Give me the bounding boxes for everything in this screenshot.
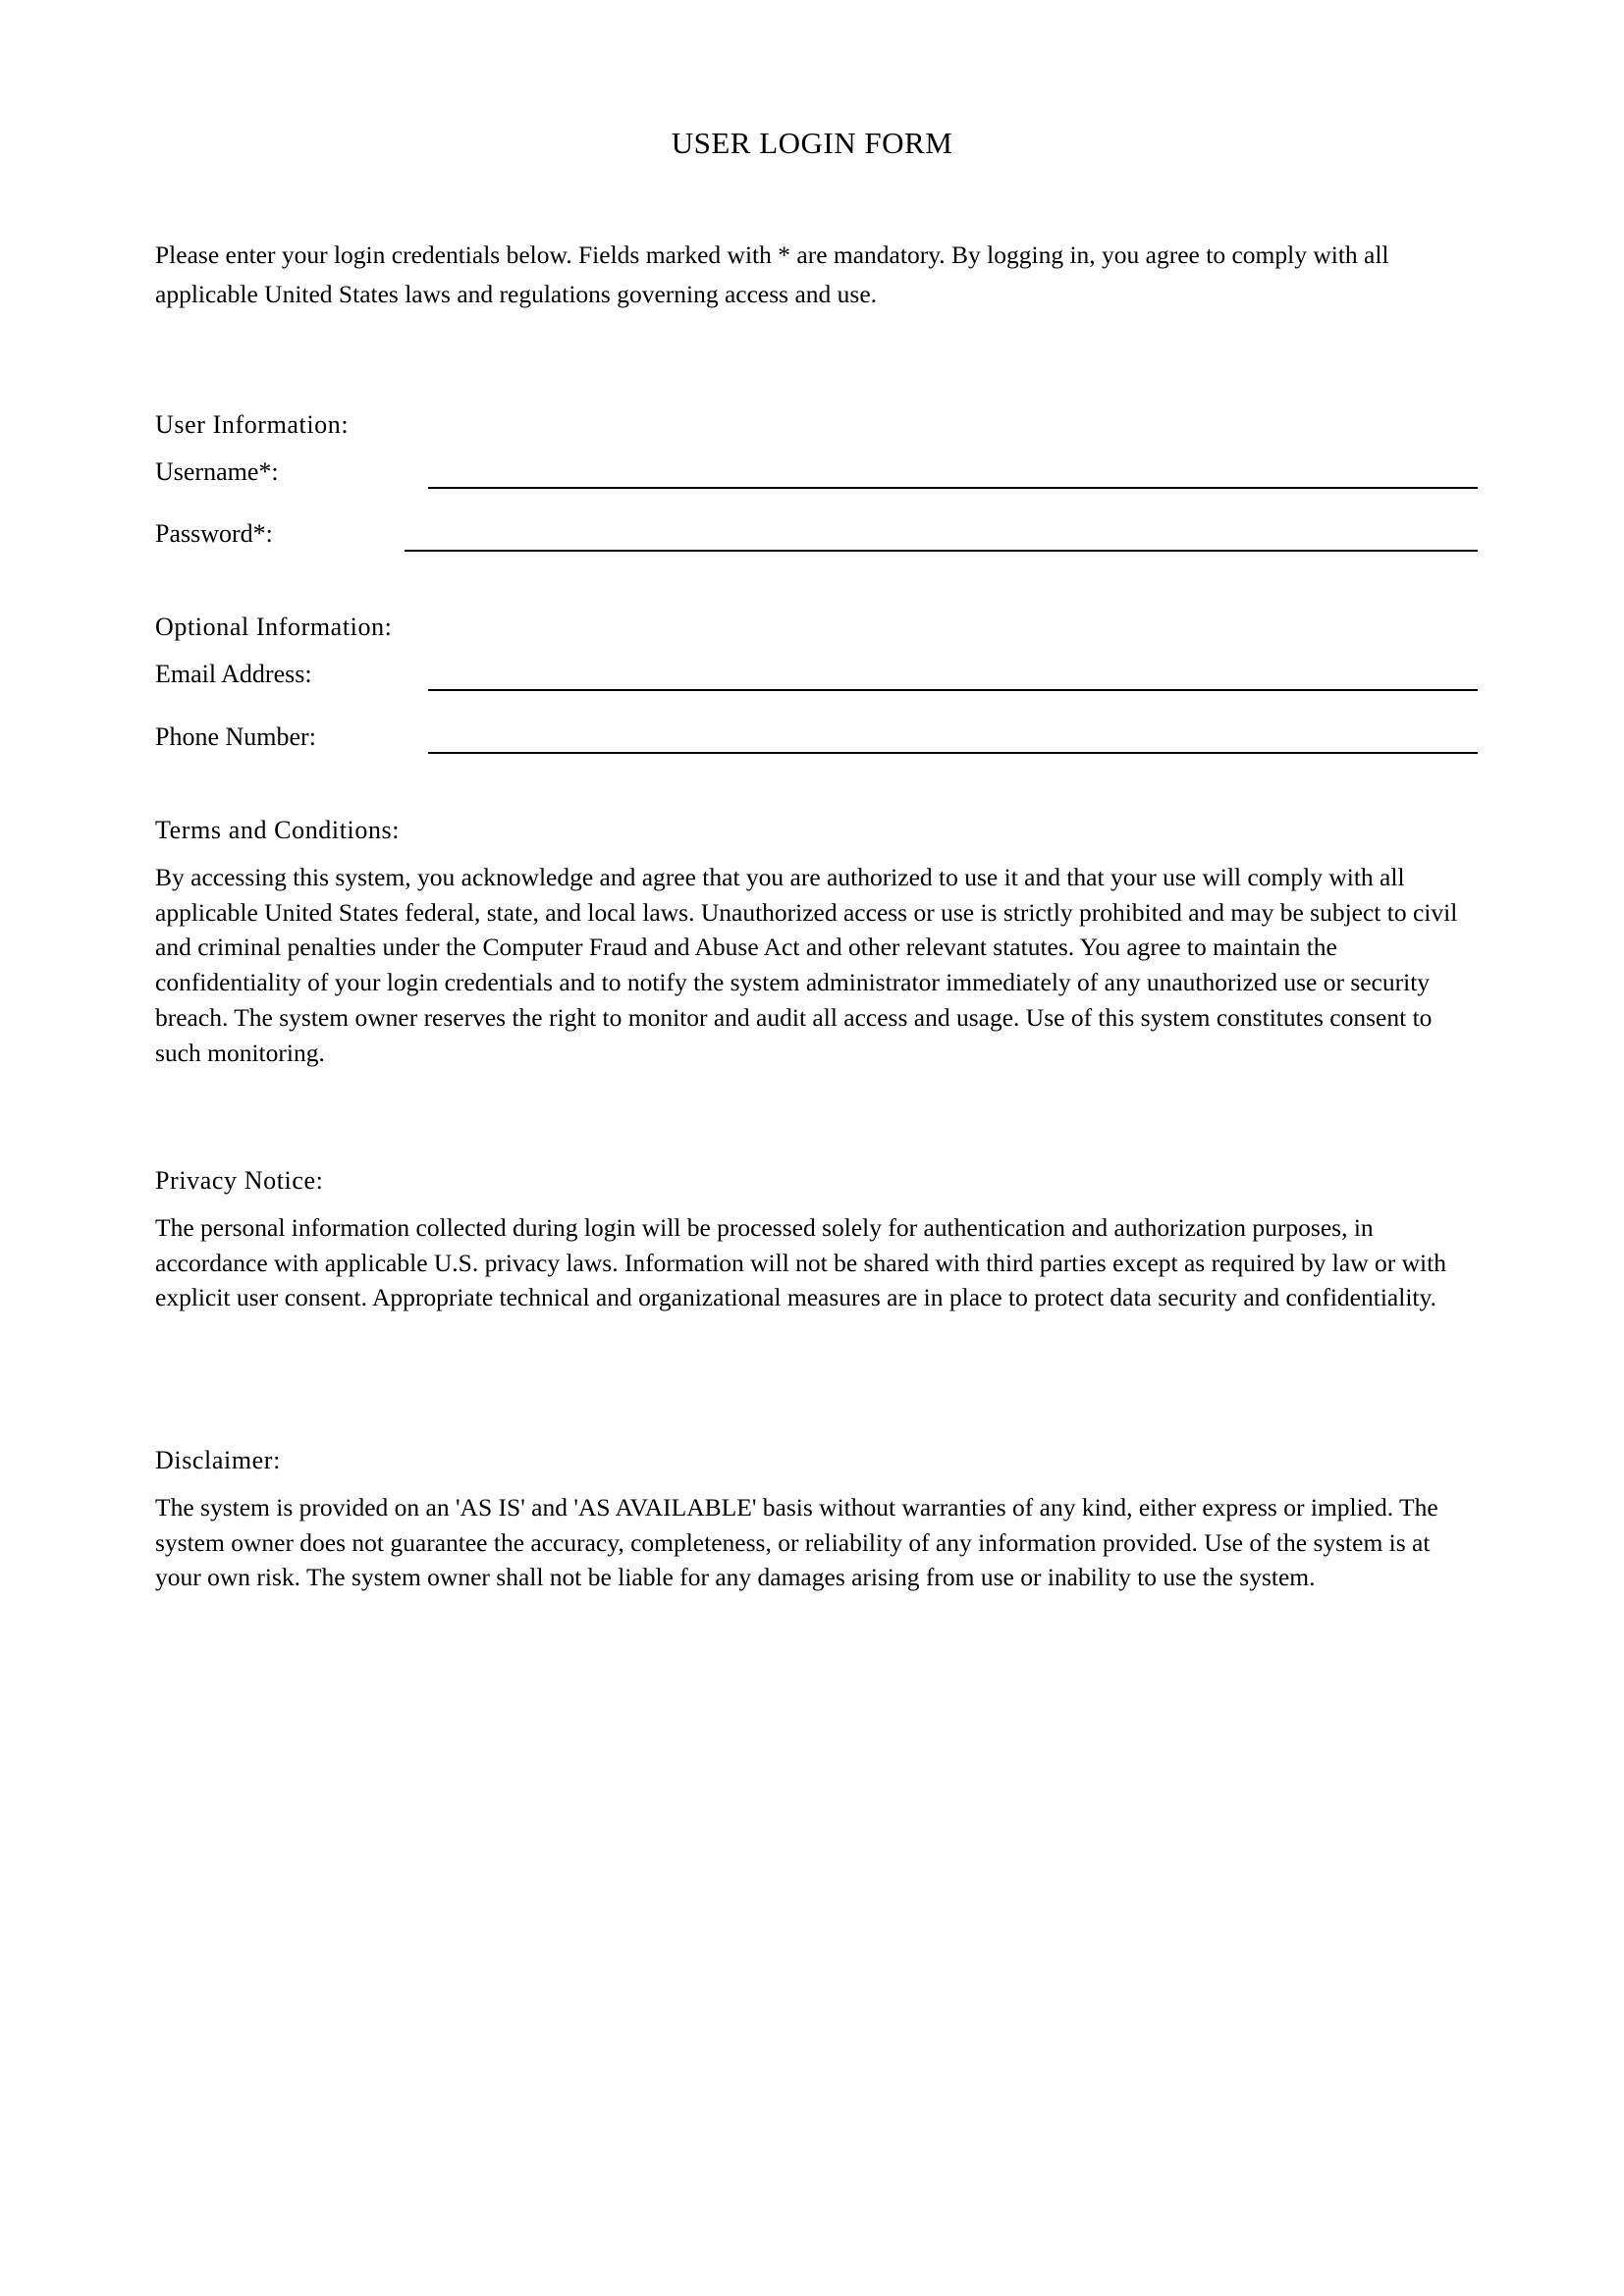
privacy-heading: Privacy Notice: (155, 1166, 324, 1195)
intro-paragraph: Please enter your login credentials below. Fields marked with * are mandatory. By logging in, you agree to comply with all applicable United States laws and regulations governing access and use. (155, 240, 1389, 308)
password-field[interactable] (405, 550, 1478, 552)
phone-label: Phone Number: (155, 722, 316, 751)
email-label: Email Address: (155, 660, 312, 688)
terms-heading: Terms and Conditions: (155, 816, 401, 844)
privacy-paragraph: The personal information collected during login will be processed solely for authentication and authorization purposes, in accordance with applicable U.S. privacy laws. Information will not be shared with third parties except as required by law or with explicit user consent. Appropriate technical and organizational measures are in place to protect data security and confidentiality. (155, 1213, 1446, 1312)
username-label: Username*: (155, 457, 279, 486)
user-information-heading: User Information: (155, 410, 350, 439)
email-field[interactable] (428, 689, 1478, 691)
terms-paragraph: By accessing this system, you acknowledge and agree that you are authorized to use it and that your use will comply with all applicable United States federal, state, and local laws. Unauthorized access or use is strictly prohibited and may be subject to civil and criminal penalties under the Computer Fraud and Abuse Act and other relevant statutes. You agree to maintain the confidentiality of your login credentials and to notify the system administrator immediately of any unauthorized use or security breach. The system owner reserves the right to monitor and audit all access and usage. Use of this system constitutes consent to such monitoring. (155, 863, 1458, 1067)
password-label: Password*: (155, 519, 273, 548)
phone-field[interactable] (428, 752, 1478, 754)
disclaimer-heading: Disclaimer: (155, 1446, 281, 1474)
form-title: USER LOGIN FORM (671, 126, 953, 160)
disclaimer-paragraph: The system is provided on an 'AS IS' and 'AS AVAILABLE' basis without warranties of any kind, either express or implied. The system owner does not guarantee the accuracy, completeness, or reliability of any information provided. Use of the system is at your own risk. The system owner shall not be liable for any damages arising from use or inability to use the system. (155, 1493, 1438, 1592)
username-field[interactable] (428, 487, 1478, 489)
optional-information-heading: Optional Information: (155, 613, 393, 641)
